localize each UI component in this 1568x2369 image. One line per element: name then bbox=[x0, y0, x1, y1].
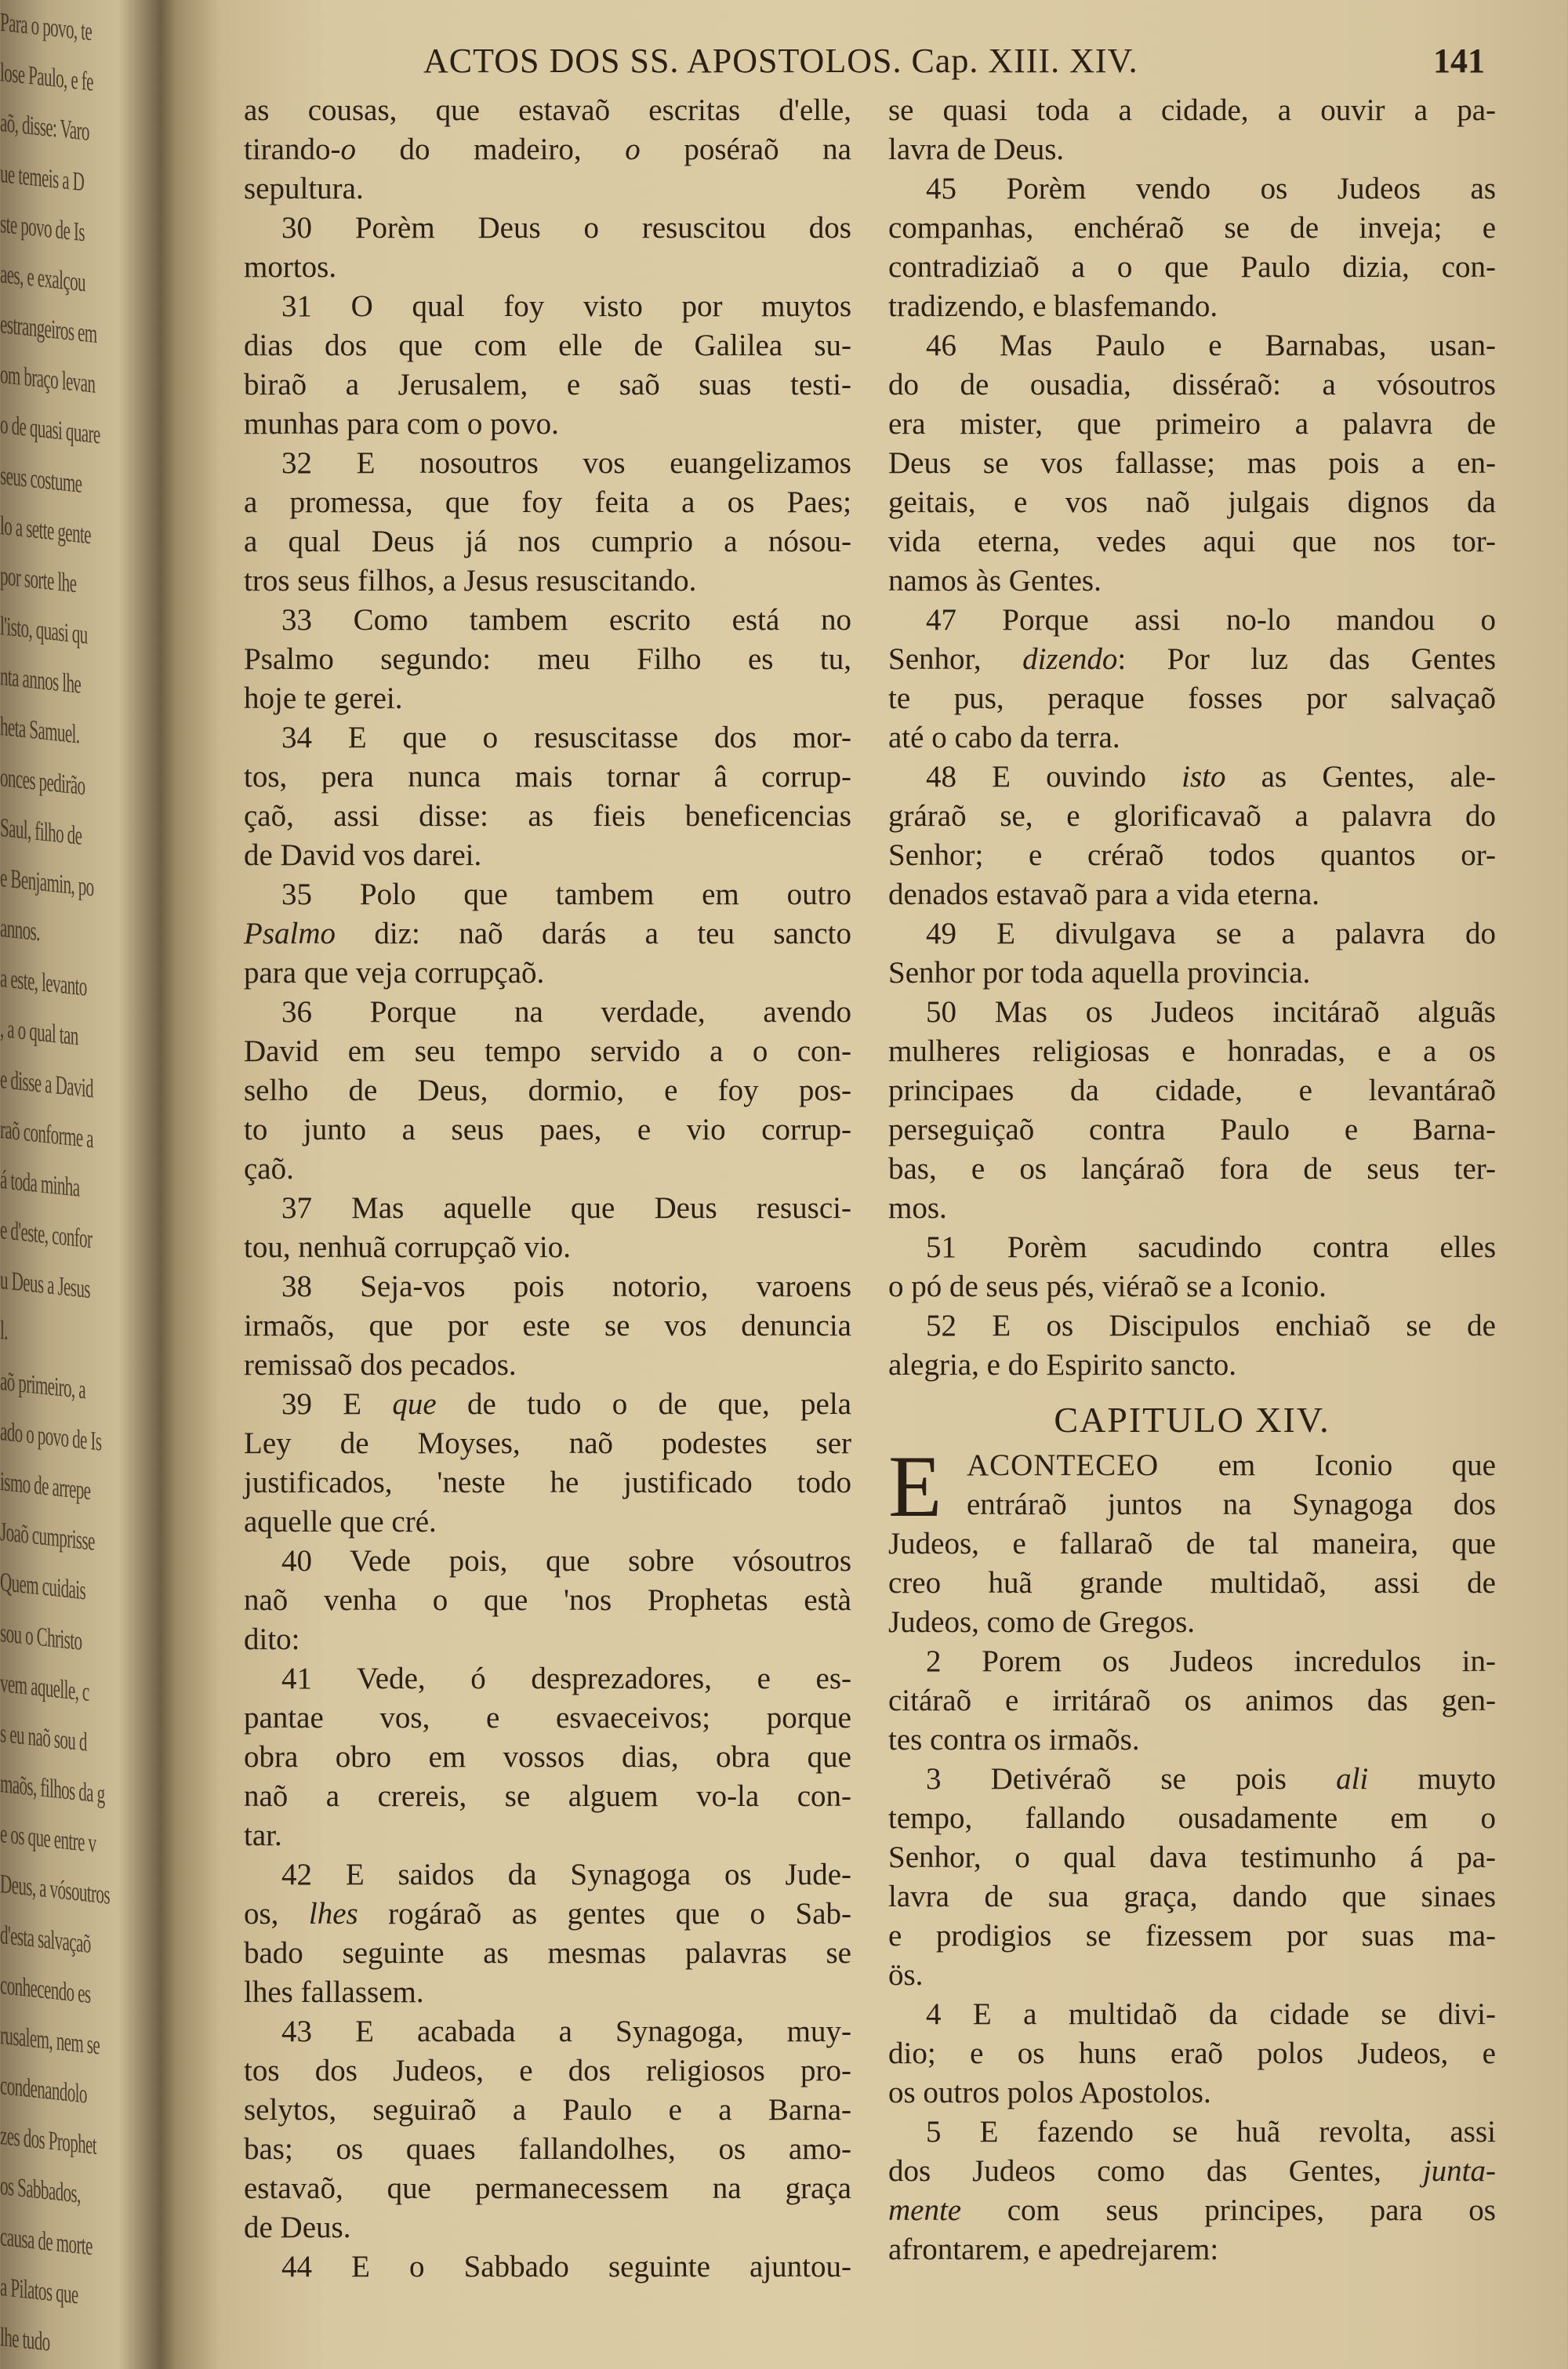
verse-paragraph bbox=[888, 758, 1496, 914]
verse-paragraph bbox=[244, 91, 851, 209]
text-line: 4 E a multidaõ da cidade se divi- bbox=[926, 1997, 1496, 2031]
text-line: aquelle que cré. bbox=[244, 1505, 437, 1539]
text-line: tros seus filhos, a Jesus resuscitando. bbox=[244, 564, 697, 598]
text-line: 35 Polo que tambem em outro bbox=[281, 877, 851, 911]
text-line: entráraõ juntos na Synagoga dos bbox=[967, 1488, 1496, 1521]
text-line: tos, pera nunca mais tornar â corrup- bbox=[244, 760, 851, 794]
adjacent-page-text: ue temeis a D bbox=[0, 158, 85, 197]
verse-paragraph bbox=[244, 993, 851, 1189]
verse-paragraph bbox=[888, 1995, 1496, 2113]
text-line: os outros polos Apostolos. bbox=[888, 2076, 1211, 2109]
text-line: 37 Mas aquelle que Deus resusci- bbox=[281, 1191, 851, 1225]
text-line: tradizendo, e blasfemando. bbox=[888, 289, 1218, 323]
text-line: dos Judeos como das Gentes, junta- bbox=[888, 2154, 1496, 2188]
text-line: tou, nenhuã corrupçaõ vio. bbox=[244, 1230, 571, 1264]
adjacent-page-text: causa de morte bbox=[0, 2222, 93, 2261]
text-line: se quasi toda a cidade, a ouvir a pa- bbox=[888, 93, 1496, 127]
verse-paragraph bbox=[888, 326, 1496, 601]
chapter-heading: CAPITULO XIV. bbox=[1054, 1400, 1330, 1440]
verse-paragraph bbox=[888, 1642, 1496, 1760]
text-line: mente com seus principes, para os bbox=[888, 2193, 1496, 2227]
verse-paragraph bbox=[244, 1189, 851, 1267]
text-line: 43 E acabada a Synagoga, muy- bbox=[281, 2015, 851, 2048]
adjacent-page-text: aõ, disse: Varo bbox=[0, 108, 89, 147]
text-line: Deus se vos fallasse; mas pois a en- bbox=[888, 446, 1496, 480]
text-line: de Deus. bbox=[244, 2211, 351, 2244]
verse-paragraph bbox=[888, 1228, 1496, 1306]
adjacent-page-text: aõ primeiro, a bbox=[0, 1366, 85, 1405]
text-line: Psalmo diz: naõ darás a teu sancto bbox=[244, 917, 851, 950]
text-line: a promessa, que foy feita a os Paes; bbox=[244, 485, 851, 519]
adjacent-page-text: annos. bbox=[0, 914, 40, 947]
text-line: os, lhes rogáraõ as gentes que o Sab- bbox=[244, 1897, 851, 1931]
right-column bbox=[888, 91, 1496, 2269]
adjacent-page-text: e Benjamin, po bbox=[0, 863, 94, 903]
verse-paragraph bbox=[244, 1385, 851, 1542]
text-line: perseguiçaõ contra Paulo e Barna- bbox=[888, 1113, 1496, 1146]
text-line: mortos. bbox=[244, 250, 337, 284]
text-line: 3 Detivéraõ se pois ali muyto bbox=[926, 1762, 1496, 1796]
verse-paragraph bbox=[888, 2113, 1496, 2269]
text-line: 2 Porem os Judeos incredulos in- bbox=[926, 1644, 1496, 1678]
adjacent-page-text: conhecendo es bbox=[0, 1970, 91, 2009]
adjacent-page-text: Quem cuidais bbox=[0, 1568, 86, 1606]
text-line: ös. bbox=[888, 1958, 924, 1992]
adjacent-page-text: e os que entre v bbox=[0, 1819, 96, 1859]
text-line: 34 E que o resuscitasse dos mor- bbox=[281, 721, 851, 754]
text-line: 36 Porque na verdade, avendo bbox=[281, 995, 851, 1029]
text-line: bas, e os lançáraõ fora de seus ter- bbox=[888, 1152, 1496, 1186]
adjacent-page-text: lose Paulo, e fe bbox=[0, 58, 93, 97]
text-line: 40 Vede pois, que sobre vósoutros bbox=[281, 1544, 851, 1578]
verse-paragraph bbox=[244, 601, 851, 718]
text-line: contradiziaõ a o que Paulo dizia, con- bbox=[888, 250, 1496, 284]
adjacent-page-text: ado o povo de Is bbox=[0, 1416, 102, 1457]
adjacent-page-text: onces pedirão bbox=[0, 762, 85, 801]
text-line: a qual Deus já nos cumprio a nósou- bbox=[244, 525, 851, 558]
adjacent-page-text: Saul, filho de bbox=[0, 812, 82, 851]
text-line: para que veja corrupçaõ. bbox=[244, 956, 545, 990]
text-line: lavra de Deus. bbox=[888, 133, 1065, 166]
text-line: e prodigios se fizessem por suas ma- bbox=[888, 1919, 1496, 1953]
verse-paragraph bbox=[888, 169, 1496, 326]
verse-paragraph bbox=[888, 1438, 1496, 1642]
verse-paragraph bbox=[888, 914, 1496, 993]
text-line: Senhor, dizendo: Por luz das Gentes bbox=[888, 642, 1496, 676]
text-line: Senhor; e créraõ todos quantos or- bbox=[888, 838, 1496, 872]
adjacent-page-text: aes, e exalçou bbox=[0, 259, 85, 298]
text-line: munhas para com o povo. bbox=[244, 407, 559, 441]
text-line: Judeos, e fallaraõ de tal maneira, que bbox=[888, 1527, 1496, 1561]
text-line: o pó de seus pés, viéraõ se a Iconio. bbox=[888, 1270, 1327, 1303]
adjacent-page-text: lhe tudo bbox=[0, 2322, 50, 2357]
adjacent-page-text: e disse a David bbox=[0, 1064, 93, 1104]
text-line: mos. bbox=[888, 1191, 947, 1225]
text-line: citáraõ e irritáraõ os animos das gen- bbox=[888, 1684, 1496, 1717]
verse-paragraph bbox=[244, 209, 851, 287]
adjacent-page-text: nta annos lhe bbox=[0, 662, 82, 700]
adjacent-page-text: maõs, filhos da g bbox=[0, 1769, 105, 1810]
adjacent-page-text: Para o povo, te bbox=[0, 8, 93, 47]
text-line: bas; os quaes fallandolhes, os amo- bbox=[244, 2132, 851, 2166]
text-line: sepultura. bbox=[244, 172, 364, 205]
adjacent-page-text: zes dos Prophet bbox=[0, 2121, 97, 2161]
adjacent-page-text: om braço levan bbox=[0, 360, 96, 399]
adjacent-page-text: l. bbox=[0, 1316, 8, 1346]
text-line: do de ousadia, disséraõ: a vósoutros bbox=[888, 368, 1496, 401]
text-line: dito: bbox=[244, 1622, 300, 1656]
adjacent-page-text: s eu naõ sou d bbox=[0, 1718, 87, 1757]
page-number: 141 bbox=[1433, 42, 1485, 80]
adjacent-page-text: lo a sette gente bbox=[0, 510, 91, 550]
text-line: 41 Vede, ó desprezadores, e es- bbox=[281, 1662, 851, 1695]
text-line: principaes da cidade, e levantáraõ bbox=[888, 1074, 1496, 1107]
adjacent-page-text: a este, levanto bbox=[0, 964, 87, 1002]
text-line: denados estavaõ para a vida eterna. bbox=[888, 877, 1320, 911]
text-line: 52 E os Discipulos enchiaõ se de bbox=[926, 1309, 1496, 1343]
text-line: 47 Porque assi no-lo mandou o bbox=[926, 603, 1496, 637]
text-line: gráraõ se, e glorificavaõ a palavra do bbox=[888, 799, 1496, 833]
text-line: 46 Mas Paulo e Barnabas, usan- bbox=[926, 329, 1496, 362]
text-line: obra obro em vossos dias, obra que bbox=[244, 1740, 851, 1774]
running-header: ACTOS DOS SS. APOSTOLOS. Cap. XIII. XIV. bbox=[423, 42, 1138, 80]
adjacent-page-text: u Deus a Jesus bbox=[0, 1266, 90, 1305]
text-line: as cousas, que estavaõ escritas d'elle, bbox=[244, 93, 851, 127]
text-line: 30 Porèm Deus o resuscitou dos bbox=[281, 211, 851, 245]
text-line: bado seguinte as mesmas palavras se bbox=[244, 1936, 851, 1970]
verse-paragraph bbox=[888, 91, 1496, 169]
text-line: dio; e os huns eraõ polos Judeos, e bbox=[888, 2037, 1496, 2070]
text-line: dias dos que com elle de Galilea su- bbox=[244, 329, 851, 362]
text-line: afrontarem, e apedrejarem: bbox=[888, 2233, 1219, 2266]
verse-paragraph bbox=[244, 1542, 851, 1659]
adjacent-page-text: rusalem, nem se bbox=[0, 2020, 100, 2061]
text-line: biraõ a Jerusalem, e saõ suas testi- bbox=[244, 368, 851, 401]
text-line: era mister, que primeiro a palavra de bbox=[888, 407, 1496, 441]
text-line: to junto a seus paes, e vio corrup- bbox=[244, 1113, 851, 1146]
text-line: Senhor, o qual dava testimunho á pa- bbox=[888, 1840, 1496, 1874]
adjacent-page-text: Joaõ cumprisse bbox=[0, 1517, 95, 1557]
adjacent-page-text: e d'este, confor bbox=[0, 1215, 93, 1255]
text-line: tirando-o do madeiro, o poséraõ na bbox=[244, 133, 851, 166]
text-line: lavra de sua graça, dando que sinaes bbox=[888, 1880, 1496, 1913]
adjacent-page-text: a Pilatos que bbox=[0, 2272, 78, 2310]
text-line: irmaõs, que por este se vos denuncia bbox=[244, 1309, 851, 1343]
text-line: 31 O qual foy visto por muytos bbox=[281, 289, 851, 323]
text-line: geitais, e vos naõ julgais dignos da bbox=[888, 485, 1496, 519]
verse-paragraph bbox=[244, 1855, 851, 2012]
text-line: 38 Seja-vos pois notorio, varoens bbox=[281, 1270, 851, 1303]
adjacent-page-text: raõ conforme a bbox=[0, 1114, 93, 1154]
text-line: de David vos darei. bbox=[244, 838, 482, 872]
text-line: companhas, enchéraõ se de inveja; e bbox=[888, 211, 1496, 245]
adjacent-page-text: , a o qual tan bbox=[0, 1014, 78, 1052]
adjacent-page-edge bbox=[0, 8, 153, 2368]
verse-paragraph bbox=[244, 1659, 851, 1855]
text-line: tempo, fallando ousadamente em o bbox=[888, 1801, 1496, 1835]
adjacent-page-text: ste povo de Is bbox=[0, 209, 85, 248]
text-line: hoje te gerei. bbox=[244, 681, 403, 715]
verse-paragraph bbox=[244, 444, 851, 601]
adjacent-page-text: d'esta salvaçaõ bbox=[0, 1920, 91, 1959]
verse-paragraph bbox=[888, 1760, 1496, 1995]
verse-paragraph bbox=[888, 993, 1496, 1228]
text-line: 51 Porèm sacudindo contra elles bbox=[926, 1230, 1496, 1264]
text-line: mulheres religiosas e honradas, e a os bbox=[888, 1034, 1496, 1068]
text-line: 42 E saidos da Synagoga os Jude- bbox=[281, 1858, 851, 1891]
text-line: Senhor por toda aquella provincia. bbox=[888, 956, 1311, 990]
text-line: selytos, seguiraõ a Paulo e a Barna- bbox=[244, 2093, 851, 2127]
text-line: 39 E que de tudo o de que, pela bbox=[281, 1387, 851, 1421]
text-line: 44 E o Sabbado seguinte ajuntou- bbox=[281, 2250, 851, 2284]
text-line: tes contra os irmaõs. bbox=[888, 1723, 1140, 1757]
left-column bbox=[244, 91, 851, 2287]
text-line: naõ venha o que 'nos Prophetas està bbox=[244, 1583, 851, 1617]
text-line: vida eterna, vedes aqui que nos tor- bbox=[888, 525, 1496, 558]
text-line: Judeos, como de Gregos. bbox=[888, 1605, 1196, 1639]
text-line: tos dos Judeos, e dos religiosos pro- bbox=[244, 2054, 851, 2087]
adjacent-page-text: condenandolo bbox=[0, 2071, 87, 2109]
text-line: namos às Gentes. bbox=[888, 564, 1102, 598]
text-line: estavaõ, que permanecessem na graça bbox=[244, 2171, 851, 2205]
text-line: 48 E ouvindo isto as Gentes, ale- bbox=[926, 760, 1496, 794]
adjacent-page-text: Deus, a vósoutros bbox=[0, 1869, 110, 1911]
text-line: 50 Mas os Judeos incitáraõ alguãs bbox=[926, 995, 1496, 1029]
text-line: tar. bbox=[244, 1819, 282, 1852]
adjacent-page-text: sou o Christo bbox=[0, 1618, 82, 1656]
adjacent-page-text: vem aquelle, c bbox=[0, 1668, 89, 1707]
drop-cap: E bbox=[888, 1438, 942, 1535]
text-line: 49 E divulgava se a palavra do bbox=[926, 917, 1496, 950]
text-line: lhes fallassem. bbox=[244, 1975, 424, 2009]
text-line: 32 E nosoutros vos euangelizamos bbox=[281, 446, 851, 480]
adjacent-page-text: os Sabbados, bbox=[0, 2171, 81, 2210]
text-line: ACONTECEO em Iconio que bbox=[967, 1448, 1496, 1482]
adjacent-page-text: heta Samuel. bbox=[0, 712, 80, 750]
text-line: David em seu tempo servido a o con- bbox=[244, 1034, 851, 1068]
text-line: naõ a crereis, se alguem vo-la con- bbox=[244, 1779, 851, 1813]
text-line: até o cabo da terra. bbox=[888, 721, 1120, 754]
verse-paragraph bbox=[244, 2012, 851, 2247]
adjacent-page-text: á toda minha bbox=[0, 1165, 80, 1203]
text-line: remissaõ dos pecados. bbox=[244, 1348, 517, 1382]
adjacent-page-text: ismo de arrepe bbox=[0, 1466, 91, 1506]
text-line: justificados, 'neste he justificado todo bbox=[244, 1466, 851, 1499]
adjacent-page-text: por sorte lhe bbox=[0, 561, 77, 599]
text-line: 45 Porèm vendo os Judeos as bbox=[926, 172, 1496, 205]
verse-paragraph bbox=[244, 1267, 851, 1385]
adjacent-page-text: estrangeiros em bbox=[0, 310, 97, 350]
text-line: 5 E fazendo se huã revolta, assi bbox=[926, 2115, 1496, 2149]
adjacent-page-text: l'isto, quasi qu bbox=[0, 612, 88, 650]
text-line: creo huã grande multidaõ, assi de bbox=[888, 1566, 1496, 1600]
text-line: selho de Deus, dormio, e foy pos- bbox=[244, 1074, 851, 1107]
verse-paragraph bbox=[244, 287, 851, 444]
text-line: çaõ, assi disse: as fieis beneficencias bbox=[244, 799, 851, 833]
verse-paragraph bbox=[244, 2247, 851, 2287]
verse-paragraph bbox=[244, 718, 851, 875]
verse-paragraph bbox=[244, 875, 851, 993]
adjacent-page-text: seus costume bbox=[0, 460, 82, 499]
text-line: Psalmo segundo: meu Filho es tu, bbox=[244, 642, 851, 676]
text-line: te pus, peraque fosses por salvaçaõ bbox=[888, 681, 1496, 715]
verse-paragraph bbox=[888, 1306, 1496, 1385]
text-line: Ley de Moyses, naõ podestes ser bbox=[244, 1426, 851, 1460]
text-line: pantae vos, e esvaeceivos; porque bbox=[244, 1701, 851, 1735]
text-line: 33 Como tambem escrito está no bbox=[281, 603, 851, 637]
text-line: alegria, e do Espirito sancto. bbox=[888, 1348, 1237, 1382]
text-line: çaõ. bbox=[244, 1152, 294, 1186]
adjacent-page-text: o de quasi quare bbox=[0, 410, 100, 450]
verse-paragraph bbox=[888, 601, 1496, 758]
